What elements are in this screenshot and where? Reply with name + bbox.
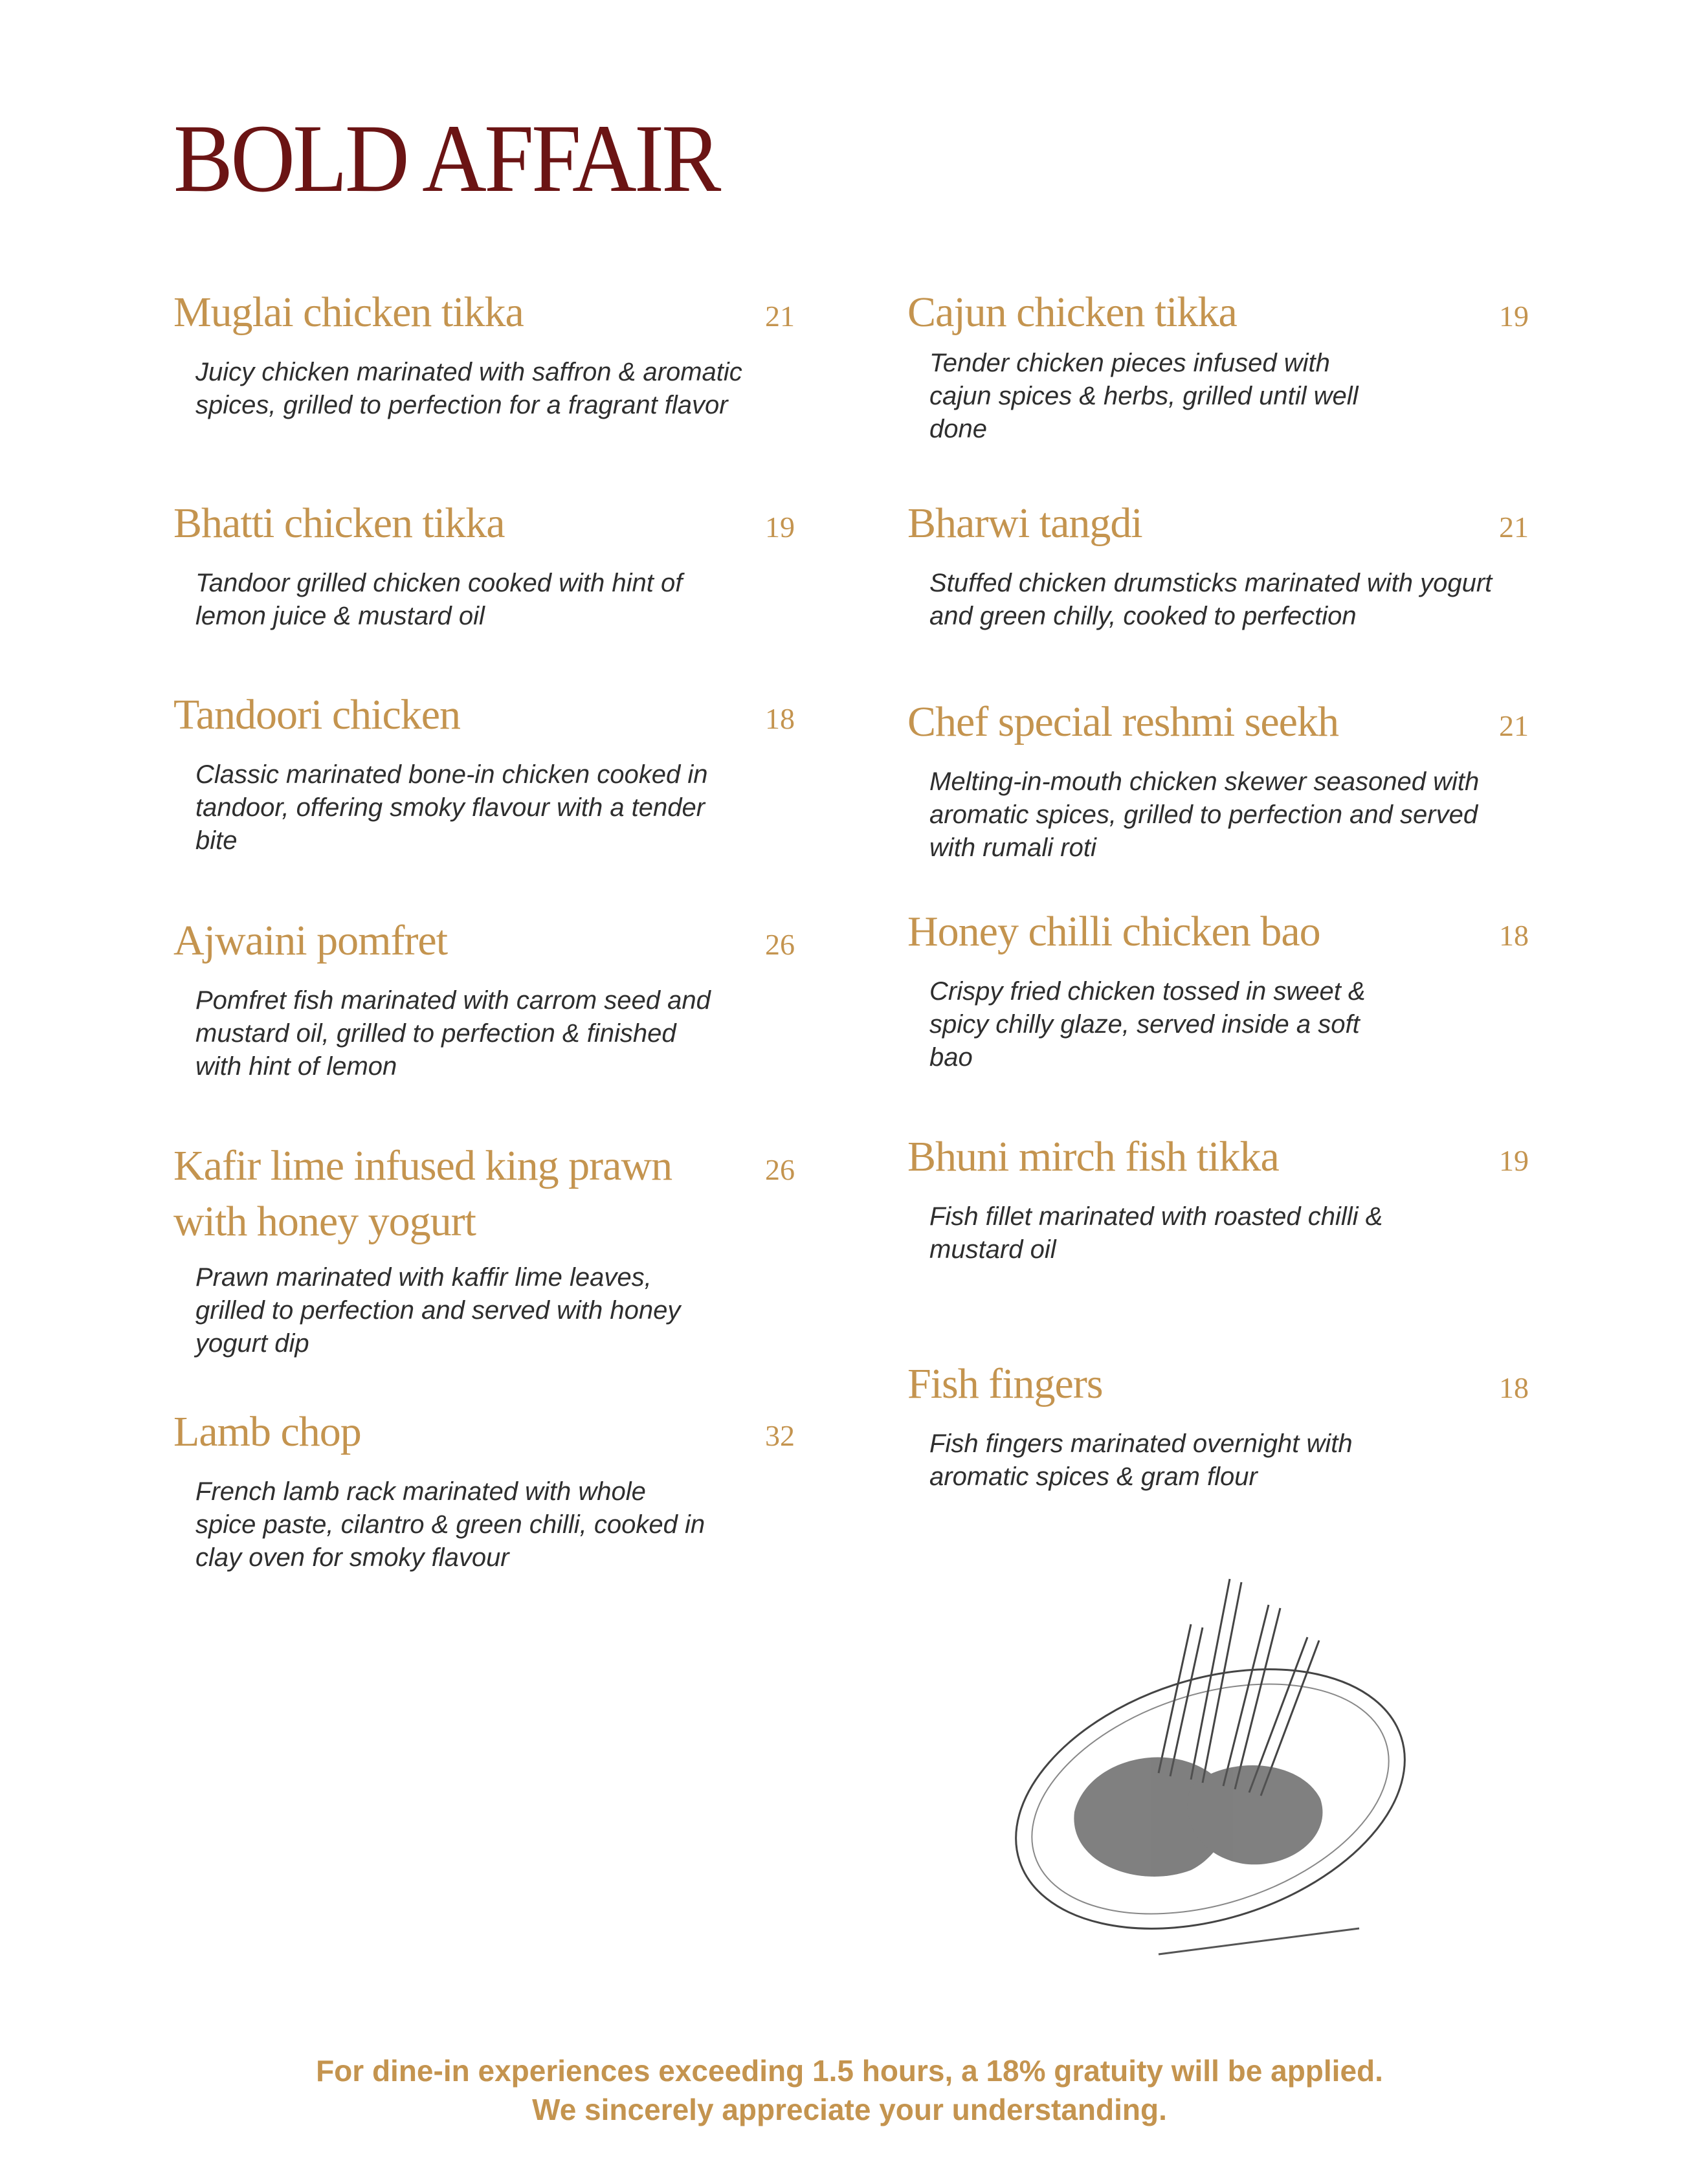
menu-item: [907, 1129, 1529, 1266]
item-name: Fish fingers: [907, 1360, 1103, 1407]
item-description: Melting-in-mouth chicken skewer seasoned with aromatic spices, grilled to perfection and served with rumali roti: [929, 767, 1480, 862]
item-price: 21: [1499, 709, 1529, 742]
item-name: Cajun chicken tikka: [907, 289, 1237, 336]
menu-item: [907, 1356, 1529, 1494]
item-name: Bhuni mirch fish tikka: [907, 1133, 1279, 1180]
item-price: 21: [765, 300, 795, 333]
item-price: 26: [765, 1153, 795, 1186]
item-description: Tandoor grilled chicken cooked with hint of lemon juice & mustard oil: [195, 569, 683, 630]
item-name: Tandoori chicken: [173, 691, 461, 738]
lamb-chop-illustration: [997, 1566, 1437, 1993]
menu-item: [173, 496, 795, 633]
item-price: 18: [1499, 919, 1529, 952]
item-description: Fish fingers marinated overnight with aromatic spices & gram flour: [929, 1429, 1353, 1491]
item-price: 19: [1499, 300, 1529, 333]
menu-item: [907, 285, 1529, 446]
item-price: 18: [765, 702, 795, 735]
gratuity-notice: [0, 2051, 1699, 2129]
menu-item: [907, 496, 1529, 633]
item-price: 19: [1499, 1144, 1529, 1177]
item-description: Stuffed chicken drumsticks marinated with yogurt and green chilly, cooked to perfection: [929, 569, 1493, 630]
menu-item: [907, 904, 1529, 1074]
item-description: Crispy fried chicken tossed in sweet & spicy chilly glaze, served inside a soft bao: [929, 977, 1366, 1072]
item-description: Prawn marinated with kaffir lime leaves, grilled to perfection and served with honey yogurt dip: [195, 1263, 681, 1358]
item-description: French lamb rack marinated with whole spice paste, cilantro & green chilli, cooked in clay oven for smoky flavour: [195, 1477, 705, 1572]
menu-title: BOLD AFFAIR: [173, 105, 719, 212]
item-name: Ajwaini pomfret: [173, 917, 448, 964]
item-description: Fish fillet marinated with roasted chilli & mustard oil: [929, 1202, 1383, 1264]
item-price: 21: [1499, 511, 1529, 544]
item-price: 26: [765, 928, 795, 961]
rosemary-sprig: [1159, 1928, 1359, 1954]
item-name: Bhatti chicken tikka: [173, 500, 505, 547]
item-description: Classic marinated bone-in chicken cooked in tandoor, offering smoky flavour with a tender bite: [195, 760, 708, 855]
item-description: Tender chicken pieces infused with cajun spices & herbs, grilled until well done: [929, 349, 1359, 443]
item-name: Lamb chop: [173, 1408, 361, 1455]
item-name: Chef special reshmi seekh: [907, 698, 1338, 745]
menu-item: [173, 285, 795, 422]
item-name: Bharwi tangdi: [907, 500, 1142, 547]
item-name: Honey chilli chicken bao: [907, 908, 1320, 955]
menu-item: [173, 913, 795, 1083]
menu-item: [173, 1404, 795, 1574]
footer-line-1: For dine-in experiences exceeding 1.5 hours, a 18% gratuity will be applied.: [316, 2054, 1383, 2088]
menu-item: [907, 694, 1529, 865]
item-price: 19: [765, 511, 795, 544]
item-price: 32: [765, 1419, 795, 1452]
item-name: Kafir lime infused king prawn with honey yogurt: [173, 1142, 672, 1245]
item-price: 18: [1499, 1371, 1529, 1404]
item-description: Pomfret fish marinated with carrom seed and mustard oil, grilled to perfection & finished with hint of lemon: [195, 986, 711, 1081]
menu-item: [173, 687, 795, 857]
item-description: Juicy chicken marinated with saffron & aromatic spices, grilled to perfection for a fragrant flavor: [195, 358, 742, 419]
item-name: Muglai chicken tikka: [173, 289, 524, 336]
bone-1: [1191, 1579, 1241, 1783]
menu-item: [173, 1138, 795, 1360]
footer-line-2: We sincerely appreciate your understanding.: [532, 2093, 1167, 2126]
